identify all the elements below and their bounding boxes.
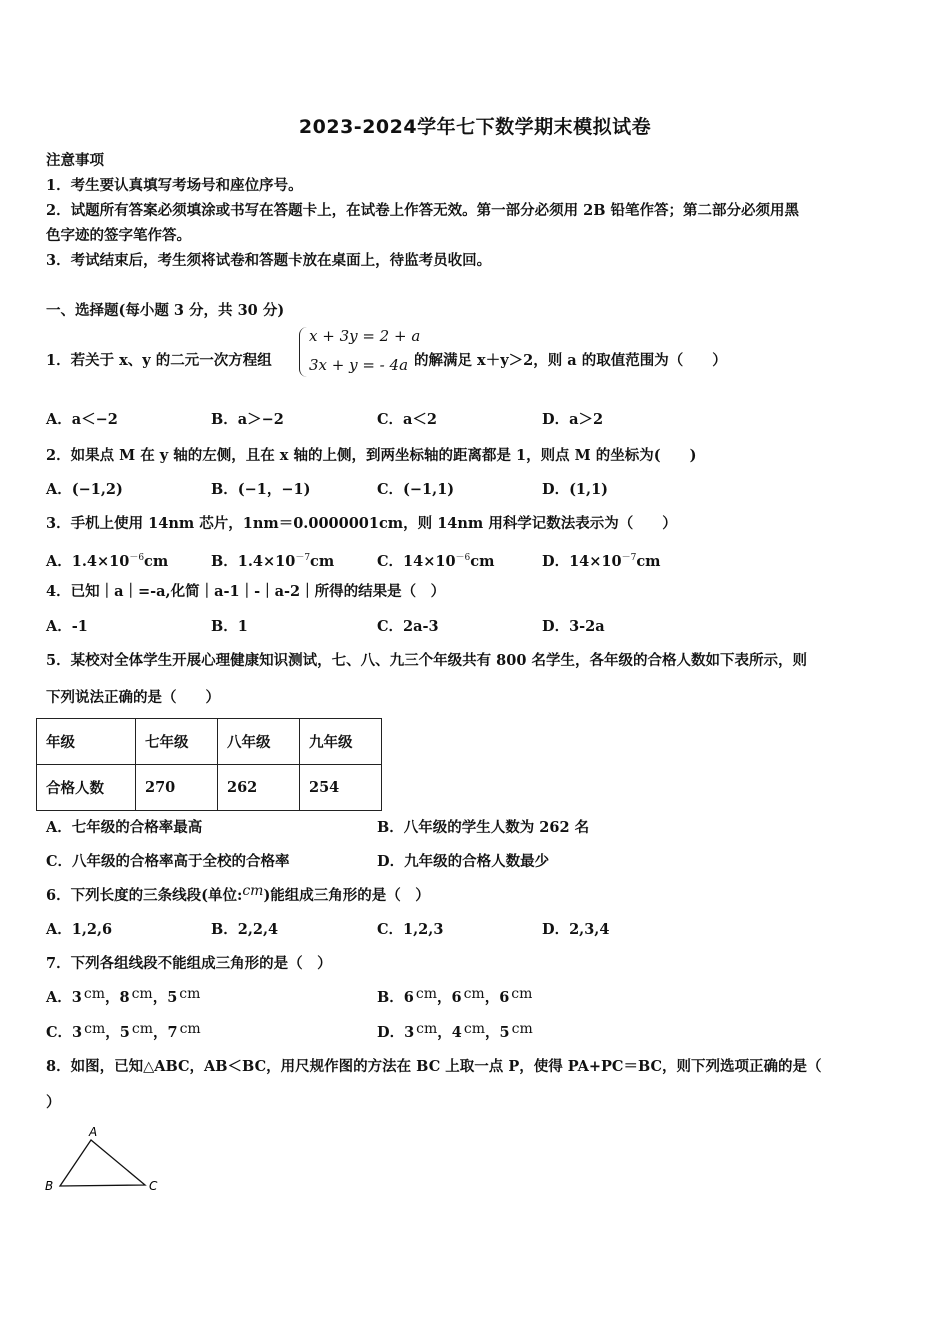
length-value: 6: [403, 989, 414, 1006]
unit-cm: cm: [83, 986, 105, 1002]
q3-c-base: C．14×10: [377, 553, 456, 570]
q8-stem-line-1: 8．如图，已知△ABC，AB＜BC，用尺规作图的方法在 BC 上取一点 P，使得 PA+PC＝BC，则下列选项正确的是（: [46, 1058, 822, 1075]
q3-a-unit: cm: [144, 553, 169, 570]
length-value: 8: [119, 989, 130, 1006]
q6-option-a[interactable]: A．1,2,6: [46, 921, 113, 938]
note-item-2-line-1: 2．试题所有答案必须填涂或书写在答题卡上，在试卷上作答无效。第一部分必须用 2B 铅笔作答；第二部分必须用黑: [46, 202, 800, 219]
section-heading: 一、选择题(每小题 3 分，共 30 分): [46, 302, 285, 319]
q5-option-d[interactable]: D．九年级的合格人数最少: [377, 853, 550, 870]
q6-option-b[interactable]: B．2,2,4: [211, 921, 279, 938]
q5-table: [36, 718, 382, 811]
q6-option-c[interactable]: C．1,2,3: [377, 921, 444, 938]
q7-option-b[interactable]: B．6 cm，6 cm，6 cm: [377, 986, 533, 1006]
q5-stem-line-1: 5．某校对全体学生开展心理健康知识测试，七、八、九三个年级共有 800 名学生，各年级的合格人数如下表所示，则: [46, 652, 807, 669]
table-header-cell: 年级: [37, 719, 136, 765]
q7-option-a[interactable]: A．3 cm，8 cm，5 cm: [46, 986, 201, 1006]
q4-option-d[interactable]: D．3-2a: [542, 618, 605, 635]
equation-brace: [299, 327, 308, 377]
unit-cm: cm: [131, 986, 153, 1002]
q3-b-unit: cm: [310, 553, 335, 570]
note-item-2-line-2: 色字迹的签字笔作答。: [46, 227, 191, 244]
unit-cm: cm: [179, 1021, 201, 1037]
q6-option-d[interactable]: D．2,3,4: [542, 921, 610, 938]
notes-heading: 注意事项: [46, 152, 104, 169]
q1-option-c[interactable]: C．a＜2: [377, 411, 438, 428]
unit-cm: cm: [511, 986, 533, 1002]
q4-stem: 4．已知｜a｜=-a,化简｜a-1｜-｜a-2｜所得的结果是（ ）: [46, 583, 446, 600]
q3-option-c[interactable]: [377, 549, 494, 571]
q3-stem: 3．手机上使用 14nm 芯片，1nm＝0.0000001cm，则 14nm 用科学记数法表示为（ ）: [46, 515, 677, 532]
table-header-cell: 九年级: [300, 719, 382, 765]
unit-cm: cm: [415, 986, 437, 1002]
q5-stem-line-2: 下列说法正确的是（ ）: [46, 689, 220, 706]
q2-option-b[interactable]: B．(−1，−1): [211, 481, 311, 498]
table-header-cell: 八年级: [218, 719, 300, 765]
triangle-abc: [60, 1140, 145, 1186]
q3-d-exp: －7: [621, 553, 637, 563]
length-value: 3: [71, 989, 82, 1006]
unit-cm: cm: [84, 1021, 106, 1037]
q4-option-a[interactable]: A．-1: [46, 618, 88, 635]
q7-option-c[interactable]: C．3 cm，5 cm，7 cm: [46, 1021, 201, 1041]
vertex-label-c: C: [149, 1179, 158, 1193]
q2-option-c[interactable]: C．(−1,1): [377, 481, 455, 498]
note-item-3: 3．考试结束后，考生须将试卷和答题卡放在桌面上，待监考员收回。: [46, 252, 492, 269]
triangle-figure: [40, 1120, 170, 1200]
q4-option-b[interactable]: B．1: [211, 618, 248, 635]
unit-cm: cm: [131, 1021, 153, 1037]
length-value: 4: [451, 1024, 462, 1041]
option-label: B．: [377, 989, 404, 1006]
length-value: 3: [72, 1024, 83, 1041]
option-label: C．: [46, 1024, 73, 1041]
q1-option-d[interactable]: D．a＞2: [542, 411, 604, 428]
q3-b-exp: －7: [295, 553, 311, 563]
q5-option-b[interactable]: B．八年级的学生人数为 262 名: [377, 819, 590, 836]
unit-cm: cm: [416, 1021, 438, 1037]
table-row: [37, 719, 382, 765]
q1-equation-1: x + 3y = 2 + a: [309, 327, 421, 345]
unit-cm: cm: [463, 1021, 486, 1037]
length-value: 6: [451, 989, 462, 1006]
length-value: 3: [404, 1024, 415, 1041]
page-title: 2023-2024学年七下数学期末模拟试卷: [298, 116, 652, 138]
length-value: 5: [119, 1024, 130, 1041]
q1-equation-2: 3x + y = - 4a: [309, 356, 409, 374]
option-label: A．: [46, 989, 72, 1006]
q1-stem-prefix: 1．若关于 x、y 的二元一次方程组: [46, 352, 272, 369]
q2-option-d[interactable]: D．(1,1): [542, 481, 609, 498]
q3-d-base: D．14×10: [542, 553, 622, 570]
q4-option-c[interactable]: C．2a-3: [377, 618, 439, 635]
q8-stem-line-2: ）: [46, 1094, 61, 1111]
q3-option-b[interactable]: [211, 549, 334, 571]
q3-a-exp: －6: [129, 553, 145, 563]
q3-option-d[interactable]: [542, 549, 661, 571]
q6-stem-suffix: )能组成三角形的是（ ）: [263, 887, 430, 904]
q1-option-b[interactable]: B．a＞−2: [211, 411, 284, 428]
q3-c-unit: cm: [470, 553, 495, 570]
q3-c-exp: －6: [455, 553, 471, 563]
vertex-label-a: A: [89, 1125, 98, 1139]
q3-d-unit: cm: [636, 553, 661, 570]
q7-stem: 7．下列各组线段不能组成三角形的是（ ）: [46, 955, 332, 972]
note-item-1: 1．考生要认真填写考场号和座位序号。: [46, 177, 303, 194]
q7-option-d[interactable]: D．3 cm，4 cm，5 cm: [377, 1021, 533, 1041]
length-value: 6: [499, 989, 510, 1006]
unit-cm: cm: [463, 986, 485, 1002]
table-cell: 合格人数: [37, 765, 136, 811]
q2-stem: 2．如果点 M 在 y 轴的左侧，且在 x 轴的上侧，到两坐标轴的距离都是 1，则点 M 的坐标为( ): [46, 447, 697, 464]
q3-option-a[interactable]: [46, 549, 168, 571]
q1-option-a[interactable]: A．a＜−2: [46, 411, 118, 428]
q3-a-base: A．1.4×10: [46, 553, 130, 570]
table-row: [37, 765, 382, 811]
length-value: 5: [499, 1024, 510, 1041]
length-value: 5: [167, 989, 178, 1006]
q1-stem-suffix: 的解满足 x＋y＞2，则 a 的取值范围为（ ）: [414, 352, 727, 369]
length-value: 7: [167, 1024, 178, 1041]
table-cell: 254: [300, 765, 382, 811]
q5-option-a[interactable]: A．七年级的合格率最高: [46, 819, 203, 836]
q2-option-a[interactable]: A．(−1,2): [46, 481, 123, 498]
q6-stem-prefix: 6．下列长度的三条线段(单位:: [46, 887, 243, 904]
table-header-cell: 七年级: [136, 719, 218, 765]
option-label: D．: [377, 1024, 405, 1041]
unit-cm: cm: [511, 1021, 533, 1037]
vertex-label-b: B: [45, 1179, 54, 1193]
table-cell: 270: [136, 765, 218, 811]
q3-b-base: B．1.4×10: [211, 553, 296, 570]
unit-cm: cm: [179, 986, 201, 1002]
table-cell: 262: [218, 765, 300, 811]
q6-stem: [46, 883, 430, 905]
q5-option-c[interactable]: C．八年级的合格率高于全校的合格率: [46, 853, 290, 870]
q6-unit: cm: [242, 883, 264, 899]
